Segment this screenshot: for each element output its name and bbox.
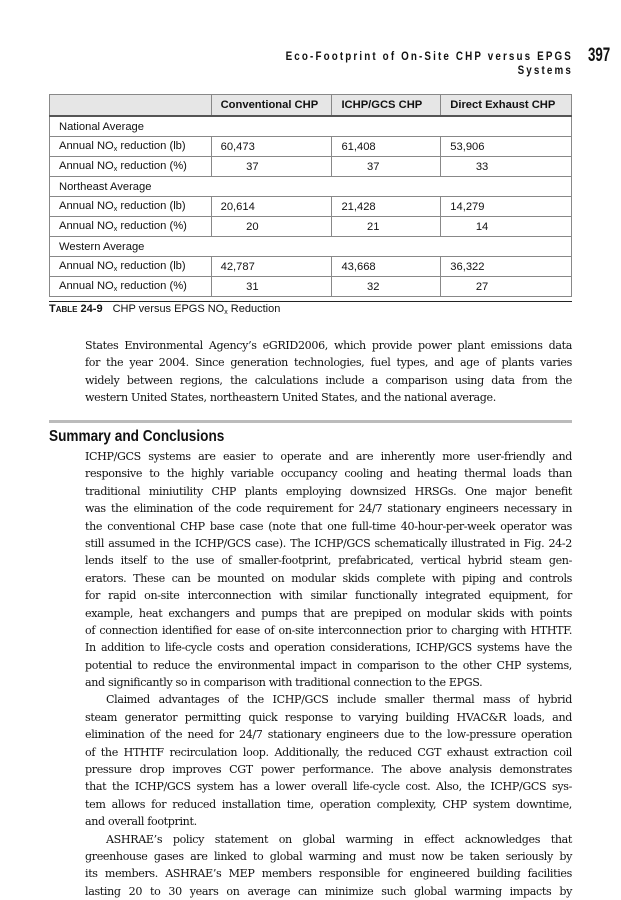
group-label: Northeast Average [50, 177, 572, 197]
intro-paragraph [85, 337, 572, 407]
value-cell: 53,906 [441, 137, 572, 157]
text-line: and significantly so in comparison with traditional connection to the EPGS. [85, 676, 483, 690]
text-line: for the year 2004. Since generation technologies, fuel types, and age of plants varies [85, 356, 572, 370]
value-cell: 32 [332, 277, 441, 297]
text-line: lends itself to the use of smaller-footprint, prefabricated, vertical hybrid steam gen- [85, 554, 572, 568]
value-cell: 43,668 [332, 257, 441, 277]
page-number: 397 [588, 45, 611, 66]
text-line: elimination of the need for 24/7 stationary engineers due to the low-pressure operation [85, 728, 572, 742]
text-line: and overall footprint. [85, 815, 197, 829]
body-text [85, 448, 572, 900]
table-row [50, 217, 572, 237]
text-line: ASHRAE’s policy statement on global warming in effect acknowledges that [106, 832, 572, 846]
section-heading: Summary and Conclusions [49, 428, 225, 445]
value-cell: 60,473 [211, 137, 332, 157]
value-cell: 14 [441, 217, 572, 237]
value-cell: 31 [211, 277, 332, 297]
header-cell [50, 95, 212, 117]
group-label: National Average [50, 116, 572, 137]
paragraph [85, 691, 572, 830]
paragraph [85, 831, 572, 900]
text-line: traditional miniutility CHP plants employing downsized HRSGs. One major benefit [85, 484, 572, 498]
header-cell: Conventional CHP [211, 95, 332, 117]
running-header: Eco-Footprint of On-Site CHP versus EPGS Systems [285, 49, 573, 77]
text-line: lasting 20 to 30 years on average can minimize such global warming impacts by [85, 884, 572, 898]
caption-text: CHP versus EPGS NO [112, 303, 225, 315]
text-line: was the elimination of the code requirement for 24/7 stationary engineers necessary in [85, 502, 572, 516]
section-rule [49, 420, 572, 423]
text-line: ICHP/GCS systems are easier to operate and are inherently more user-friendly and [85, 450, 572, 463]
text-line: In addition to life-cycle costs and operation considerations, ICHP/GCS systems have the [85, 641, 572, 655]
group-label: Western Average [50, 237, 572, 257]
row-label: Annual $NO_x$ reduction (%) [50, 157, 212, 177]
value-cell: 36,322 [441, 257, 572, 277]
group-row [50, 177, 572, 197]
table-row [50, 197, 572, 217]
text-line: that the ICHP/GCS system has a lower overall life-cycle cost. Also, the ICHP/GCS sys- [85, 780, 572, 794]
value-cell: 37 [211, 157, 332, 177]
value-cell: 61,408 [332, 137, 441, 157]
caption-subscript: x [224, 309, 228, 316]
table-row [50, 137, 572, 157]
text-line: of connection identified for ease of on-site interconnection prior to charging with HTHTF. [85, 623, 572, 637]
text-line: of the HTHTF recirculation loop. Additionally, the reduced CGT exhaust extraction coil [85, 745, 572, 759]
text-line: responsive to the highly variable occupancy cooling and heating thermal loads than [85, 467, 572, 481]
group-row [50, 237, 572, 257]
caption-text-end: Reduction [227, 303, 281, 315]
caption-rule [49, 301, 572, 302]
text-line: Claimed advantages of the ICHP/GCS include smaller thermal mass of hybrid [106, 693, 572, 707]
text-line: States Environmental Agency’s eGRID2006, which provide power plant emissions data [85, 339, 572, 352]
text-line: steam generator permitting quick response to varying building HVAC&R loads, and [85, 710, 572, 724]
text-line: potential to reduce the environmental impact in comparison to the other CHP systems, [85, 658, 572, 672]
value-cell: 33 [441, 157, 572, 177]
value-cell: 27 [441, 277, 572, 297]
text-line: its members. ASHRAE’s MEP members responsible for engineered building facilities [85, 867, 572, 881]
group-row [50, 116, 572, 137]
text-line: erators. These can be mounted on modular skids complete with piping and controls [85, 571, 572, 585]
value-cell: 14,279 [441, 197, 572, 217]
row-label: Annual $NO_x$ reduction (%) [50, 217, 212, 237]
value-cell: 20 [211, 217, 332, 237]
value-cell: 21,428 [332, 197, 441, 217]
value-cell: 21 [332, 217, 441, 237]
text-line: greenhouse gases are linked to global warming and must now be taken seriously by [85, 849, 572, 863]
table-row [50, 157, 572, 177]
paragraph [85, 448, 572, 691]
row-label: Annual $NO_x$ reduction (lb) [50, 197, 212, 217]
row-label: Annual $NO_x$ reduction (lb) [50, 257, 212, 277]
row-label: Annual $NO_x$ reduction (%) [50, 277, 212, 297]
table-row [50, 277, 572, 297]
value-cell: 37 [332, 157, 441, 177]
text-line: the conventional CHP base case (note that one full-time 40-hour-per-week operator was [85, 519, 572, 533]
row-label: Annual $NO_x$ reduction (lb) [50, 137, 212, 157]
text-line: widely between regions, the calculations include a comparison using data from the [85, 373, 572, 387]
table-caption [49, 303, 280, 316]
table-header-row [50, 95, 572, 117]
table-row [50, 257, 572, 277]
text-line: pressure drop improves CGT power performance. The above analysis demonstrates [85, 763, 572, 777]
text-line: for rapid on-site interconnection with similar functionally integrated equipment, for [85, 589, 572, 603]
header-cell: ICHP/GCS CHP [332, 95, 441, 117]
header-cell: Direct Exhaust CHP [441, 95, 572, 117]
text-line: example, heat exchangers and pumps that are prepiped on modular skids with points [85, 606, 572, 620]
value-cell: 42,787 [211, 257, 332, 277]
value-cell: 20,614 [211, 197, 332, 217]
text-line: tem allows for reduced installation time, operation complexity, CHP system downtime, [85, 797, 572, 811]
caption-label: Table 24-9 [49, 303, 103, 315]
text-line: still assumed in the ICHP/GCS case). The ICHP/GCS schematically illustrated in Fig. 24-2 [85, 536, 572, 550]
text-line: western United States, northeastern United States, and the national average. [85, 391, 496, 405]
nox-reduction-table [49, 94, 572, 297]
